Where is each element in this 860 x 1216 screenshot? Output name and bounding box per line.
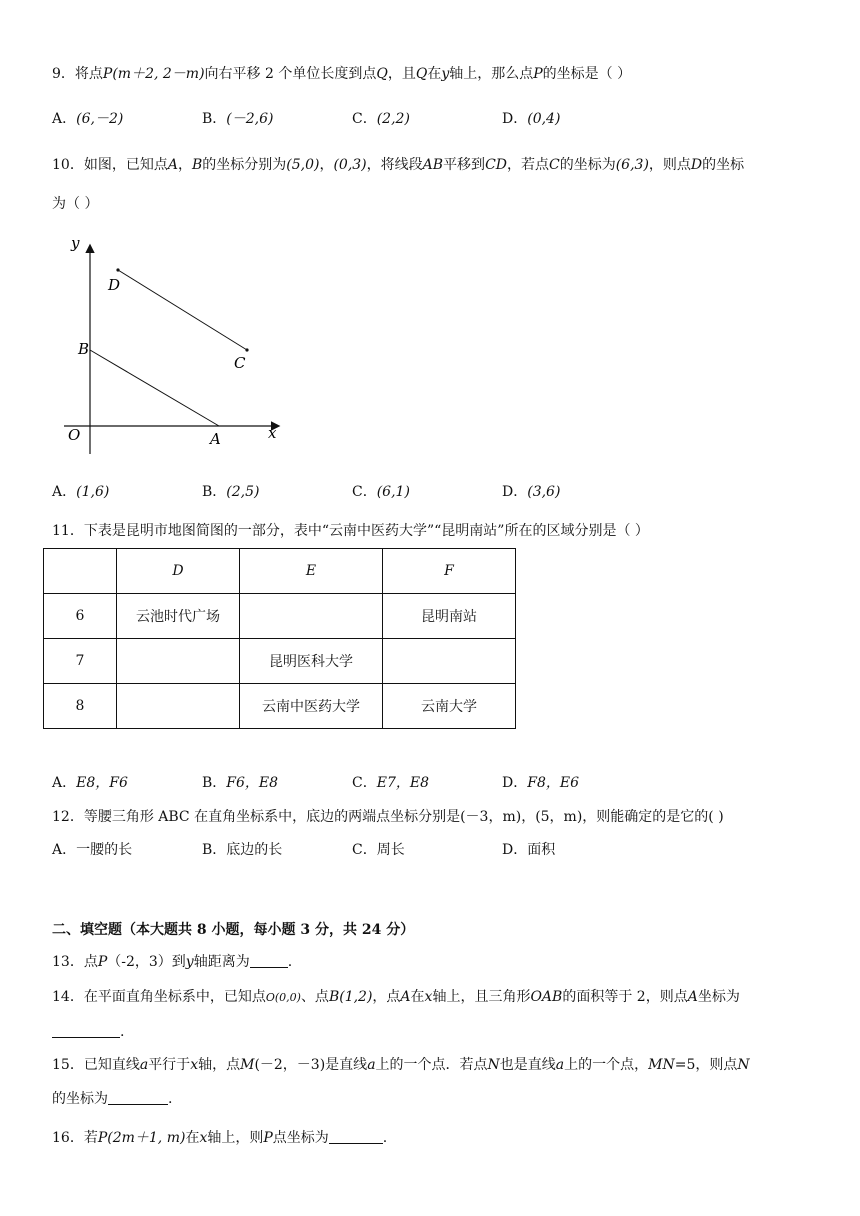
option-a[interactable]: A．(1,6) xyxy=(52,484,110,500)
option-d[interactable]: D．(0,4) xyxy=(502,111,561,127)
question-10-stem: 10．如图，已知点A，B的坐标分别为(5,0)，(0,3)，将线段AB平移到CD，若点C的坐标为(6,3)，则点D的坐标 xyxy=(52,157,745,173)
answer-blank[interactable] xyxy=(250,953,288,968)
point-expression: P(m＋2, 2－m) xyxy=(102,66,205,82)
answer-blank[interactable] xyxy=(52,1023,120,1038)
point-d-dot xyxy=(116,268,119,271)
table-cell xyxy=(383,639,516,684)
segment-ab xyxy=(90,350,219,426)
option-a[interactable]: A．E8，F6 xyxy=(52,775,128,791)
point-d-label: D xyxy=(108,276,121,294)
question-10-options xyxy=(52,481,752,503)
answer-blank[interactable] xyxy=(108,1090,168,1105)
table-row xyxy=(44,594,516,639)
table-header-cell: F xyxy=(383,549,516,594)
point-a-label: A xyxy=(210,430,221,448)
table-cell xyxy=(117,639,240,684)
segment-cd xyxy=(118,270,247,350)
y-axis-label: y xyxy=(71,234,80,252)
origin-label: O xyxy=(68,426,81,444)
table-cell: 云南大学 xyxy=(383,684,516,729)
question-9-stem: 9．将点P(m＋2, 2－m)向右平移 2 个单位长度到点Q，且Q在y轴上，那么点P的坐标是（ ） xyxy=(52,66,632,82)
option-a[interactable]: A．(6,－2) xyxy=(52,111,124,127)
question-12-options xyxy=(52,839,752,861)
question-15-answer-line: 的坐标为 . xyxy=(52,1091,173,1107)
question-13-stem: 13．点P（-2，3）到y轴距离为 . xyxy=(52,954,293,970)
point-c-label: C xyxy=(234,354,246,372)
option-b[interactable]: B．(－2,6) xyxy=(202,111,274,127)
question-16-stem: 16．若P(2m＋1, m)在x轴上，则P点坐标为 . xyxy=(52,1130,388,1146)
point-b-label: B xyxy=(78,340,90,358)
table-cell: 8 xyxy=(44,684,117,729)
option-a[interactable]: A．一腰的长 xyxy=(52,842,133,858)
question-12-stem: 12．等腰三角形 ABC 在直角坐标系中，底边的两端点坐标分别是(－3，m)，(5，m)，则能确定的是它的( ) xyxy=(52,809,724,825)
option-d[interactable]: D．面积 xyxy=(502,842,556,858)
table-row xyxy=(44,684,516,729)
option-b[interactable]: B．(2,5) xyxy=(202,484,260,500)
table-cell: 7 xyxy=(44,639,117,684)
map-grid-table xyxy=(43,548,516,729)
table-header-cell: E xyxy=(240,549,383,594)
question-14-stem: 14．在平面直角坐标系中，已知点O(0,0)、点B(1,2)，点A在x轴上，且三角形OAB的面积等于 2，则点A坐标为 xyxy=(52,989,740,1005)
table-header-cell: D xyxy=(117,549,240,594)
option-c[interactable]: C．(6,1) xyxy=(352,484,410,500)
table-header-row xyxy=(44,549,516,594)
question-11-stem: 11．下表是昆明市地图简图的一部分，表中“云南中医药大学”“昆明南站”所在的区域分别是（ ） xyxy=(52,523,649,539)
question-11-options xyxy=(52,772,752,794)
section-title: 二、填空题（本大题共 8 小题，每小题 3 分，共 24 分） xyxy=(52,922,415,938)
option-b[interactable]: B．底边的长 xyxy=(202,842,283,858)
option-d[interactable]: D．(3,6) xyxy=(502,484,561,500)
question-10-stem-cont: 为（ ） xyxy=(52,196,99,212)
table-cell: 昆明南站 xyxy=(383,594,516,639)
question-15-stem: 15．已知直线a平行于x轴，点M(－2，－3)是直线a上的一个点．若点N也是直线a上的一个点，MN=5，则点N xyxy=(52,1057,750,1073)
option-b[interactable]: B．F6，E8 xyxy=(202,775,279,791)
table-cell xyxy=(117,684,240,729)
option-c[interactable]: C．E7，E8 xyxy=(352,775,429,791)
question-14-answer-line: . xyxy=(52,1022,124,1042)
table-cell: 云南中医药大学 xyxy=(240,684,383,729)
table-cell: 6 xyxy=(44,594,117,639)
option-c[interactable]: C．周长 xyxy=(352,842,405,858)
point-c-dot xyxy=(245,348,248,351)
option-c[interactable]: C．(2,2) xyxy=(352,111,410,127)
table-cell: 昆明医科大学 xyxy=(240,639,383,684)
x-axis-label: x xyxy=(268,424,277,442)
table-cell: 云池时代广场 xyxy=(117,594,240,639)
table-row xyxy=(44,639,516,684)
table-cell xyxy=(240,594,383,639)
table-cell xyxy=(44,549,117,594)
option-d[interactable]: D．F8，E6 xyxy=(502,775,579,791)
coordinate-figure xyxy=(56,232,286,456)
question-9-options xyxy=(52,108,752,130)
answer-blank[interactable] xyxy=(329,1129,383,1144)
